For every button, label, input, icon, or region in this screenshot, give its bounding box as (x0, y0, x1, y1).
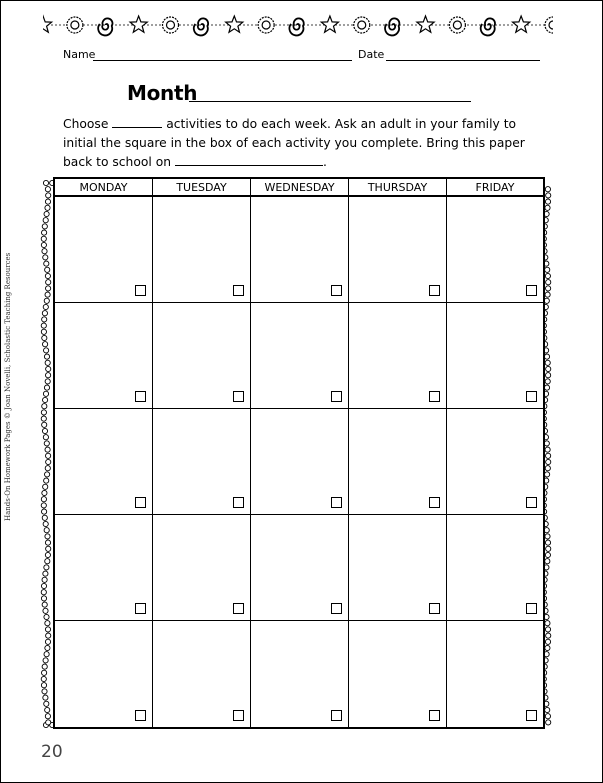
calendar-cell (251, 303, 349, 409)
initial-checkbox[interactable] (233, 603, 244, 614)
spiral-icon (545, 17, 553, 33)
instructions (63, 115, 543, 172)
weekly-calendar-grid (53, 177, 545, 729)
calendar-cell (447, 515, 543, 621)
calendar-cell (153, 409, 251, 515)
month-field[interactable] (189, 101, 471, 102)
day-header-friday: FRIDAY (475, 181, 515, 194)
initial-checkbox[interactable] (331, 497, 342, 508)
day-header-wednesday: WEDNESDAY (251, 179, 349, 195)
spiral-icon (258, 17, 274, 33)
calendar-cell (153, 621, 251, 727)
initial-checkbox[interactable] (526, 603, 537, 614)
instructions-part2: activities to do each week. Ask an adult in your family to initial the square in the box of each activity you complete. Bring this paper back to school on (63, 117, 525, 169)
instructions-part1: Choose (63, 117, 109, 131)
month-row (127, 81, 477, 107)
star-icon (226, 16, 243, 32)
initial-checkbox[interactable] (233, 497, 244, 508)
calendar-cell (447, 409, 543, 515)
spiral-icon (449, 17, 465, 33)
initial-checkbox[interactable] (233, 710, 244, 721)
calendar-cell (55, 303, 153, 409)
name-date-row (63, 48, 553, 64)
calendar-cell (349, 409, 447, 515)
star-icon (321, 16, 338, 32)
month-label: Month (127, 81, 198, 105)
calendar-cell (349, 197, 447, 303)
swirl-icon (385, 18, 399, 35)
initial-checkbox[interactable] (135, 391, 146, 402)
calendar-cell (447, 621, 543, 727)
calendar-body (55, 197, 543, 727)
initial-checkbox[interactable] (331, 285, 342, 296)
calendar-cell (153, 303, 251, 409)
initial-checkbox[interactable] (526, 710, 537, 721)
star-icon (130, 16, 147, 32)
initial-checkbox[interactable] (135, 710, 146, 721)
day-header-row (55, 179, 543, 197)
swirl-icon (289, 18, 303, 35)
initial-checkbox[interactable] (526, 391, 537, 402)
calendar-cell (153, 515, 251, 621)
calendar-cell (55, 409, 153, 515)
calendar-cell (251, 515, 349, 621)
name-label: Name (63, 48, 96, 61)
calendar-cell (349, 621, 447, 727)
star-icon (43, 16, 52, 32)
initial-checkbox[interactable] (526, 285, 537, 296)
day-header-monday: MONDAY (55, 179, 153, 195)
calendar-cell (349, 303, 447, 409)
initial-checkbox[interactable] (331, 710, 342, 721)
initial-checkbox[interactable] (429, 285, 440, 296)
initial-checkbox[interactable] (526, 497, 537, 508)
calendar-cell (349, 515, 447, 621)
calendar-cell (55, 197, 153, 303)
calendar-cell (447, 197, 543, 303)
calendar-cell (251, 197, 349, 303)
calendar-cell (55, 515, 153, 621)
page-number: 20 (41, 742, 63, 762)
initial-checkbox[interactable] (233, 285, 244, 296)
date-label: Date (358, 48, 385, 61)
decorative-border-top (43, 12, 553, 38)
activities-count-blank[interactable] (112, 116, 162, 128)
initial-checkbox[interactable] (429, 391, 440, 402)
swirl-icon (98, 18, 112, 35)
calendar-cell (55, 621, 153, 727)
initial-checkbox[interactable] (135, 285, 146, 296)
initial-checkbox[interactable] (233, 391, 244, 402)
swirl-icon (481, 18, 495, 35)
calendar-cell (447, 303, 543, 409)
spiral-icon (354, 17, 370, 33)
copyright-credit: Hands-On Homework Pages © Joan Novelli, Scholastic Teaching Resources (4, 252, 12, 521)
day-header-tuesday: TUESDAY (153, 179, 251, 195)
calendar-cell (251, 621, 349, 727)
initial-checkbox[interactable] (331, 603, 342, 614)
star-icon (513, 16, 530, 32)
star-icon (417, 16, 434, 32)
initial-checkbox[interactable] (429, 603, 440, 614)
initial-checkbox[interactable] (135, 603, 146, 614)
date-field[interactable] (386, 60, 540, 61)
spiral-icon (163, 17, 179, 33)
swirl-icon (194, 18, 208, 35)
initial-checkbox[interactable] (429, 497, 440, 508)
initial-checkbox[interactable] (135, 497, 146, 508)
calendar-cell (153, 197, 251, 303)
initial-checkbox[interactable] (331, 391, 342, 402)
instructions-part3: . (322, 155, 327, 169)
calendar-cell (251, 409, 349, 515)
initial-checkbox[interactable] (429, 710, 440, 721)
name-field[interactable] (93, 60, 352, 61)
return-date-blank[interactable] (175, 154, 323, 166)
spiral-icon (67, 17, 83, 33)
day-header-thursday: THURSDAY (349, 179, 447, 195)
